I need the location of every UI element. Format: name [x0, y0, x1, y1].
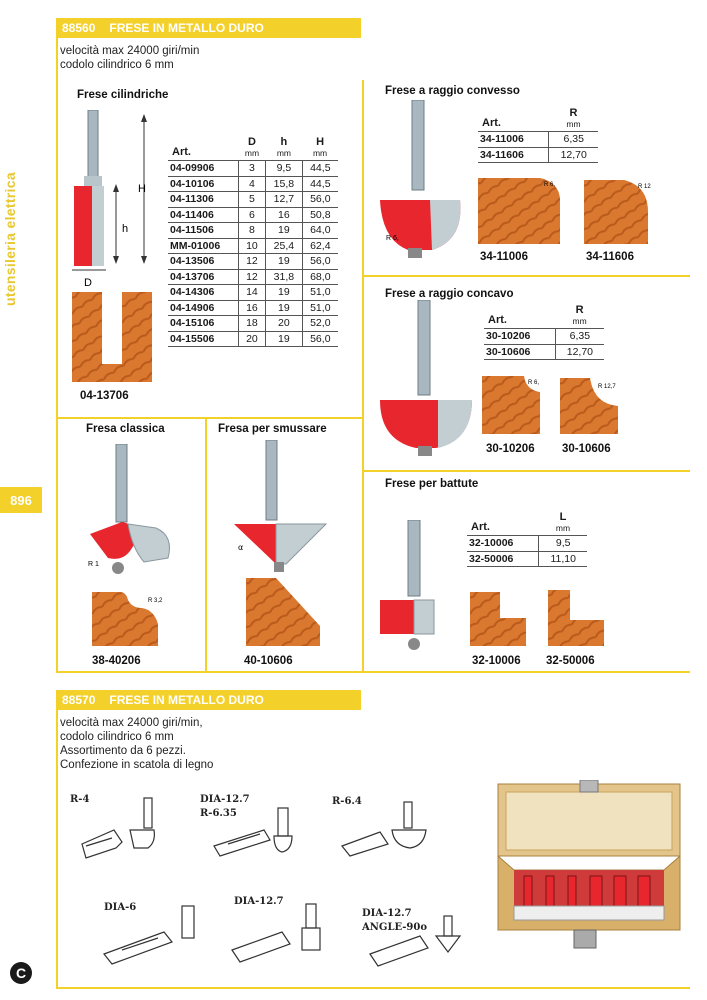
article-code: 04-13706 — [168, 269, 238, 285]
svg-text:DIA-6: DIA-6 — [104, 902, 137, 913]
wooden-box-photo — [494, 780, 684, 952]
dimension-value: 62,4 — [302, 238, 338, 254]
dimension-value: 51,0 — [302, 285, 338, 301]
svg-text:R 6,: R 6, — [386, 235, 399, 242]
category-label: utensileria elettrica — [2, 172, 18, 306]
table-row — [168, 269, 338, 285]
article-code: 04-11506 — [168, 223, 238, 239]
battute-profile-2 — [548, 590, 604, 646]
svg-text:R 12: R 12 — [638, 184, 651, 190]
section1-intro: velocità max 24000 giri/min codolo cilindrico 6 mm — [60, 45, 200, 71]
dimension-value: 64,0 — [302, 223, 338, 239]
concavo-profile-2 — [560, 378, 622, 434]
svg-text:H: H — [138, 183, 146, 195]
battute-table: Art. L mm 32-10006 9,5 32-50006 11,10 — [467, 511, 587, 567]
svg-text:ANGLE-90o: ANGLE-90o — [362, 922, 428, 933]
classica-caption: 38-40206 — [92, 655, 141, 667]
dimension-value: 5 — [238, 192, 265, 208]
svg-text:R 12,7: R 12,7 — [598, 384, 616, 390]
convesso-table: Art. R mm 34-11006 6,35 34-11606 12,70 — [478, 107, 598, 163]
table-row — [168, 223, 338, 239]
article-code: 04-15506 — [168, 331, 238, 347]
dimension-value: 15,8 — [266, 176, 302, 192]
svg-text:D: D — [84, 277, 92, 289]
section-header-88560 — [56, 18, 361, 38]
section2-intro: velocità max 24000 giri/min, codolo cilindrico 6 mm Assortimento da 6 pezzi. Confezione in scatola di legno — [60, 717, 214, 771]
svg-text:R-6.4: R-6.4 — [332, 796, 362, 807]
dimension-value: 18 — [238, 316, 265, 332]
battute-caption-1: 32-10006 — [472, 655, 521, 667]
dimension-value: 25,4 — [266, 238, 302, 254]
svg-text:DIA-12.7: DIA-12.7 — [362, 908, 412, 919]
svg-text:R-4: R-4 — [70, 794, 90, 805]
article-code: 04-09906 — [168, 161, 238, 177]
dimension-value: 52,0 — [302, 316, 338, 332]
table-row — [168, 238, 338, 254]
concavo-table: Art. R mm 30-10206 6,35 30-10606 12,70 — [484, 304, 604, 360]
section-badge: C — [10, 962, 32, 984]
battute-profile-1 — [470, 592, 526, 646]
dimension-value: 31,8 — [266, 269, 302, 285]
table-row — [168, 161, 338, 177]
smussare-profile-wood — [246, 578, 320, 646]
classic-bit-illustration — [84, 444, 194, 584]
rabbet-bit-illustration — [378, 520, 466, 660]
dimension-value: 4 — [238, 176, 265, 192]
dimension-value: 10 — [238, 238, 265, 254]
article-code: 04-14906 — [168, 300, 238, 316]
cilindriche-table: Art. D mm h mm H mm 04-09906 3 9,5 44,5 04-10106 4 15,8 44,5 04-11306 5 12,7 56,0 04-11406 6 16 50,8 04-11506 8 19 64,0 MM-01006 10 25,4 62,4 04-13506 12 19 56,0 04-13706 12 31,8 68,0 04-14306 14 19 51,0 04-14906 16 19 51,0 04-15106 18 20 52,0 04-15506 20 19 56,0 — [168, 136, 338, 347]
table-row — [168, 316, 338, 332]
dimension-value: 56,0 — [302, 331, 338, 347]
dimension-value: 68,0 — [302, 269, 338, 285]
battute-title: Frese per battute — [385, 478, 479, 490]
dimension-value: 9,5 — [266, 161, 302, 177]
convesso-profile-1 — [478, 178, 560, 244]
dimension-value: 56,0 — [302, 254, 338, 270]
dimension-value: 19 — [266, 285, 302, 301]
dimension-value: 16 — [266, 207, 302, 223]
cilindriche-title: Frese cilindriche — [77, 89, 169, 101]
table-row — [168, 254, 338, 270]
article-code: 04-11306 — [168, 192, 238, 208]
svg-text:R 6,: R 6, — [528, 380, 540, 386]
article-code: 04-10106 — [168, 176, 238, 192]
dimension-value: 19 — [266, 254, 302, 270]
svg-text:R 1: R 1 — [88, 561, 99, 568]
dimension-value: 44,5 — [302, 161, 338, 177]
svg-text:h: h — [122, 223, 129, 235]
dimension-value: 8 — [238, 223, 265, 239]
convesso-profile-2 — [584, 180, 666, 244]
battute-caption-2: 32-50006 — [546, 655, 595, 667]
article-code: 04-13506 — [168, 254, 238, 270]
svg-text:DIA-12.7: DIA-12.7 — [234, 896, 284, 907]
convesso-caption-1: 34-11006 — [480, 251, 528, 263]
dimension-value: 19 — [266, 300, 302, 316]
classica-title: Fresa classica — [86, 423, 165, 435]
article-code: 04-15106 — [168, 316, 238, 332]
article-code: 04-14306 — [168, 285, 238, 301]
svg-text:R-6.35: R-6.35 — [200, 808, 237, 819]
dimension-value: 20 — [238, 331, 265, 347]
dimension-value: 50,8 — [302, 207, 338, 223]
dimension-value: 3 — [238, 161, 265, 177]
dimension-value: 19 — [266, 223, 302, 239]
dimension-value: 16 — [238, 300, 265, 316]
dimension-value: 12,7 — [266, 192, 302, 208]
article-code: 04-11406 — [168, 207, 238, 223]
svg-text:R 3,2: R 3,2 — [148, 598, 163, 604]
dimension-value: 51,0 — [302, 300, 338, 316]
concave-bit-illustration — [376, 300, 476, 460]
svg-text:DIA-12.7: DIA-12.7 — [200, 794, 250, 805]
table-row — [168, 176, 338, 192]
table-row — [168, 285, 338, 301]
concavo-title: Frese a raggio concavo — [385, 288, 514, 300]
cilindriche-caption: 04-13706 — [80, 390, 129, 402]
section-header-88570 — [56, 690, 361, 710]
convesso-title: Frese a raggio convesso — [385, 85, 520, 97]
dimension-value: 6 — [238, 207, 265, 223]
article-code: MM-01006 — [168, 238, 238, 254]
classica-profile-wood — [92, 592, 172, 646]
chamfer-bit-illustration — [230, 440, 340, 580]
section-code: 88570 — [62, 693, 96, 707]
bit-set-diagrams — [64, 786, 484, 976]
table-row — [168, 192, 338, 208]
smussare-caption: 40-10606 — [244, 655, 293, 667]
dimension-value: 20 — [266, 316, 302, 332]
cilindriche-profile-wood — [72, 292, 152, 382]
page-number: 896 — [0, 487, 42, 513]
concavo-caption-1: 30-10206 — [486, 443, 535, 455]
section-title: FRESE IN METALLO DURO — [109, 21, 264, 35]
svg-text:α: α — [238, 543, 244, 552]
convesso-caption-2: 34-11606 — [586, 251, 634, 263]
dimension-value: 19 — [266, 331, 302, 347]
dimension-value: 44,5 — [302, 176, 338, 192]
dimension-value: 12 — [238, 254, 265, 270]
table-row — [168, 207, 338, 223]
section-title: FRESE IN METALLO DURO — [109, 693, 264, 707]
concavo-caption-2: 30-10606 — [562, 443, 611, 455]
svg-text:R 6,: R 6, — [544, 182, 556, 188]
table-row — [168, 331, 338, 347]
concavo-profile-1 — [482, 376, 542, 434]
smussare-title: Fresa per smussare — [218, 423, 327, 435]
dimension-value: 12 — [238, 269, 265, 285]
dimension-value: 14 — [238, 285, 265, 301]
section-code: 88560 — [62, 21, 96, 35]
table-row — [168, 300, 338, 316]
cylindrical-bit-illustration — [64, 110, 164, 290]
convex-bit-illustration — [372, 100, 472, 270]
dimension-value: 56,0 — [302, 192, 338, 208]
